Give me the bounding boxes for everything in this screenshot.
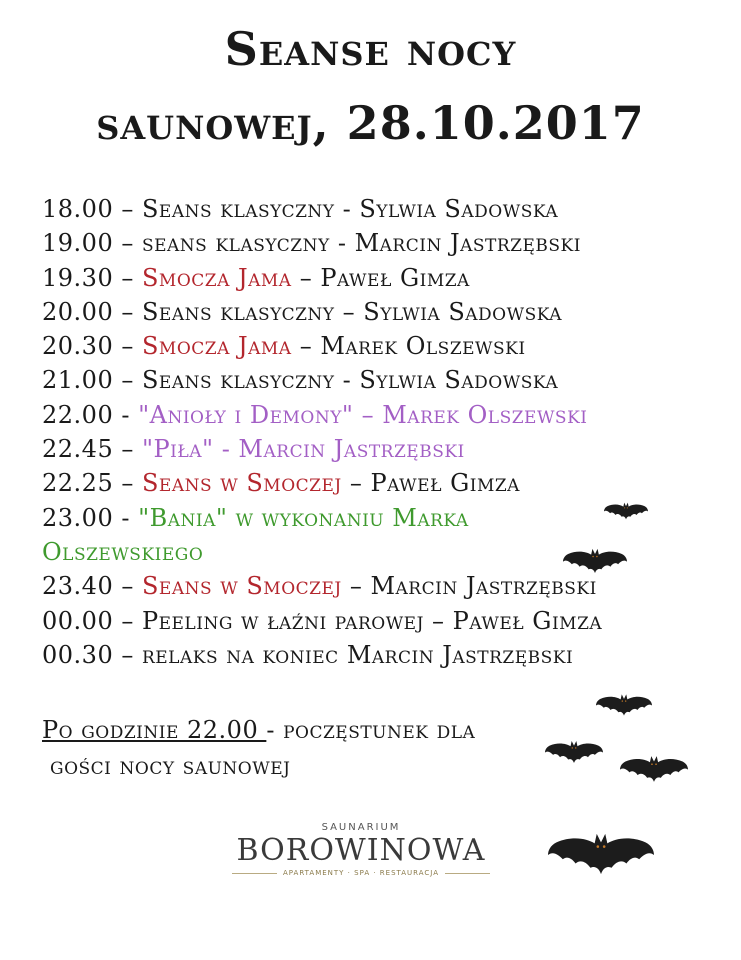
schedule-time: 19.00 –: [42, 229, 142, 258]
schedule-row: [42, 466, 722, 500]
schedule-event: Seans w Smoczej: [141, 572, 342, 601]
schedule-row: [42, 604, 722, 638]
refreshment-text: - poczęstunek dla: [266, 716, 476, 744]
schedule-time: 00.00 –: [42, 606, 142, 635]
bat-icon: [620, 746, 688, 792]
schedule-host: – Paweł Gimza: [291, 263, 470, 292]
schedule-time: 21.00 –: [42, 366, 142, 395]
schedule-host: – Sylwia Sadowska: [334, 297, 563, 326]
schedule-time: 22.25 –: [42, 469, 142, 498]
schedule-row: [42, 192, 722, 226]
schedule-host: - Sylwia Sadowska: [334, 195, 559, 223]
schedule-host: – Marcin Jastrzębski: [341, 572, 597, 601]
logo-tagline-text: APARTAMENTY · SPA · RESTAURACJA: [282, 869, 440, 877]
schedule-time: 23.40 –: [42, 572, 142, 601]
schedule-row: [42, 638, 722, 672]
schedule-time: 18.00 –: [42, 195, 142, 223]
schedule-host: – Paweł Gimza: [341, 469, 520, 498]
schedule-event: "Piła" - Marcin Jastrzębski: [141, 435, 465, 464]
schedule-time: 19.30 –: [42, 263, 142, 292]
bat-icon: [548, 818, 654, 890]
schedule-time: 22.45 –: [42, 435, 142, 464]
schedule-time: 20.30 –: [42, 332, 142, 361]
schedule-host: – Marek Olszewski: [291, 332, 526, 361]
refreshment-note-line-1: [42, 712, 475, 748]
borowinowa-logo: [232, 822, 490, 877]
schedule-host: Marcin Jastrzębski: [338, 640, 574, 669]
schedule-event: Seans klasyczny: [141, 195, 335, 223]
page-title-line-1: Seanse nocy: [224, 22, 517, 76]
refreshment-note-line-2: gości nocy saunowej: [50, 752, 291, 780]
bat-icon: [596, 688, 652, 722]
schedule-event: "Anioły i Demony" – Marek Olszewski: [138, 400, 588, 429]
logo-tagline: [232, 869, 490, 877]
schedule-time: 22.00 -: [42, 400, 139, 429]
schedule-time: 20.00 –: [42, 297, 142, 326]
schedule-event: Peeling w łaźni parowej: [141, 606, 424, 635]
schedule-event: Seans klasyczny: [141, 297, 335, 326]
schedule-row: [42, 398, 722, 432]
logo-name: BOROWINOWA: [236, 833, 486, 868]
schedule-event: Seans w Smoczej: [141, 469, 342, 498]
schedule-event: "Bania" w wykonaniu Marka: [138, 503, 469, 532]
schedule-host: - Sylwia Sadowska: [334, 366, 559, 395]
logo-subtitle: SAUNARIUM: [321, 822, 401, 833]
schedule-time: 00.30 –: [42, 640, 142, 669]
schedule-row: [42, 226, 722, 260]
page-title-line-2: saunowej, 28.10.2017: [96, 96, 645, 150]
schedule-row: [42, 295, 722, 329]
refreshment-note: [42, 712, 475, 784]
bat-icon: [545, 734, 603, 770]
schedule-row: [42, 329, 722, 363]
schedule-row: [42, 261, 722, 295]
schedule-event: Olszewskiego: [42, 537, 204, 566]
schedule-event: Seans klasyczny: [141, 366, 335, 395]
bat-icon: [563, 542, 627, 580]
bat-icon: [604, 498, 648, 524]
refreshment-time: Po godzinie 22.00: [42, 716, 267, 744]
schedule-list: [42, 192, 722, 672]
schedule-event: seans klasyczny: [141, 229, 330, 258]
schedule-row: [42, 363, 722, 397]
schedule-event: Smocza Jama: [141, 263, 292, 292]
schedule-event: Smocza Jama: [141, 332, 292, 361]
schedule-event: relaks na koniec: [141, 640, 339, 669]
schedule-host: – Paweł Gimza: [423, 606, 603, 635]
schedule-host: - Marcin Jastrzębski: [329, 229, 581, 258]
schedule-row: [42, 432, 722, 466]
schedule-time: 23.00 -: [42, 503, 139, 532]
